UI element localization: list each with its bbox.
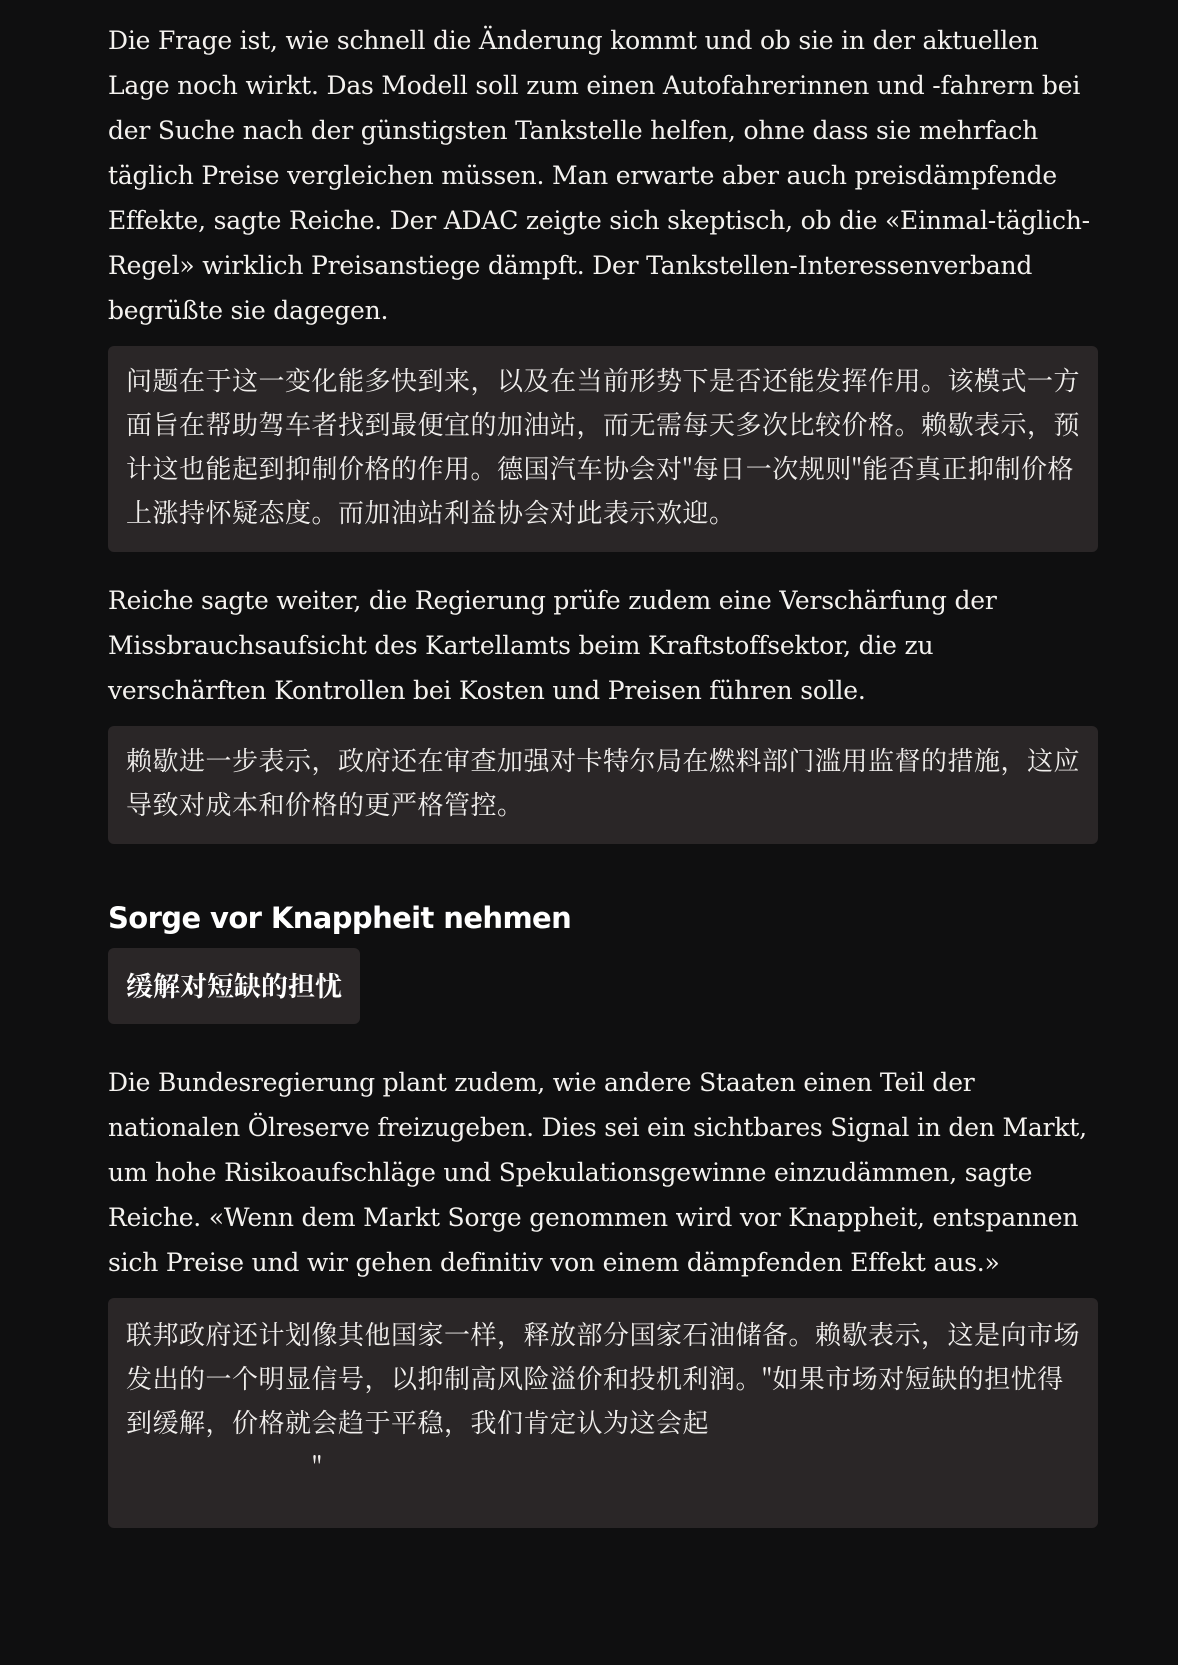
translation-block <box>108 726 1098 844</box>
paragraph-original: Reiche sagte weiter, die Regierung prüfe zudem eine Verschärfung der Missbrauchsaufsicht des Kartellamts beim Kraftstoffsektor, die zu verschärften Kontrollen bei Kosten und Preisen führen solle. <box>108 586 997 705</box>
section-heading-translation: 缓解对短缺的担忧 <box>108 948 360 1024</box>
translation-block <box>108 346 1098 552</box>
translation-block <box>108 1298 1098 1528</box>
translation-text-tail: " <box>312 1447 323 1484</box>
section-heading: Sorge vor Knappheit nehmen <box>108 901 572 935</box>
translation-text: 联邦政府还计划像其他国家一样，释放部分国家石油储备。赖歇表示，这是向市场发出的一个明显信号，以抑制高风险溢价和投机利润。"如果市场对短缺的担忧得到缓解，价格就会趋于平稳，我们肯定认为这会起 <box>126 1315 1081 1440</box>
paragraph-original: Die Frage ist, wie schnell die Änderung kommt und ob sie in der aktuellen Lage noch wirkt. Das Modell soll zum einen Autofahrerinnen und -fahrern bei der Suche nach der günstigsten Tankstelle helfen, ohne dass sie mehrfach täglich Preise vergleichen müssen. Man erwarte aber auch preisdämpfende Effekte, sagte Reiche. Der ADAC zeigte sich skeptisch, ob die «Einmal-täglich-Regel» wirklich Preisanstiege dämpft. Der Tankstellen-Interessenverband begrüßte sie dagegen. <box>108 26 1090 325</box>
translation-text: 问题在于这一变化能多快到来，以及在当前形势下是否还能发挥作用。该模式一方面旨在帮助驾车者找到最便宜的加油站，而无需每天多次比较价格。赖歇表示，预计这也能起到抑制价格的作用。德国汽车协会对"每日一次规则"能否真正抑制价格上涨持怀疑态度。而加油站利益协会对此表示欢迎。 <box>126 361 1081 530</box>
article-body <box>108 18 1098 1528</box>
heading-translation-wrap <box>108 948 1098 1024</box>
paragraph-original: Die Bundesregierung plant zudem, wie andere Staaten einen Teil der nationalen Ölreserve freizugeben. Dies sei ein sichtbares Signal in den Markt, um hohe Risikoaufschläge und Spekulationsgewinne einzudämmen, sagte Reiche. «Wenn dem Markt Sorge genommen wird vor Knappheit, entspannen sich Preise und wir gehen definitiv von einem dämpfenden Effekt aus.» <box>108 1068 1087 1277</box>
translation-text: 赖歇进一步表示，政府还在审查加强对卡特尔局在燃料部门滥用监督的措施，这应导致对成本和价格的更严格管控。 <box>126 741 1081 822</box>
